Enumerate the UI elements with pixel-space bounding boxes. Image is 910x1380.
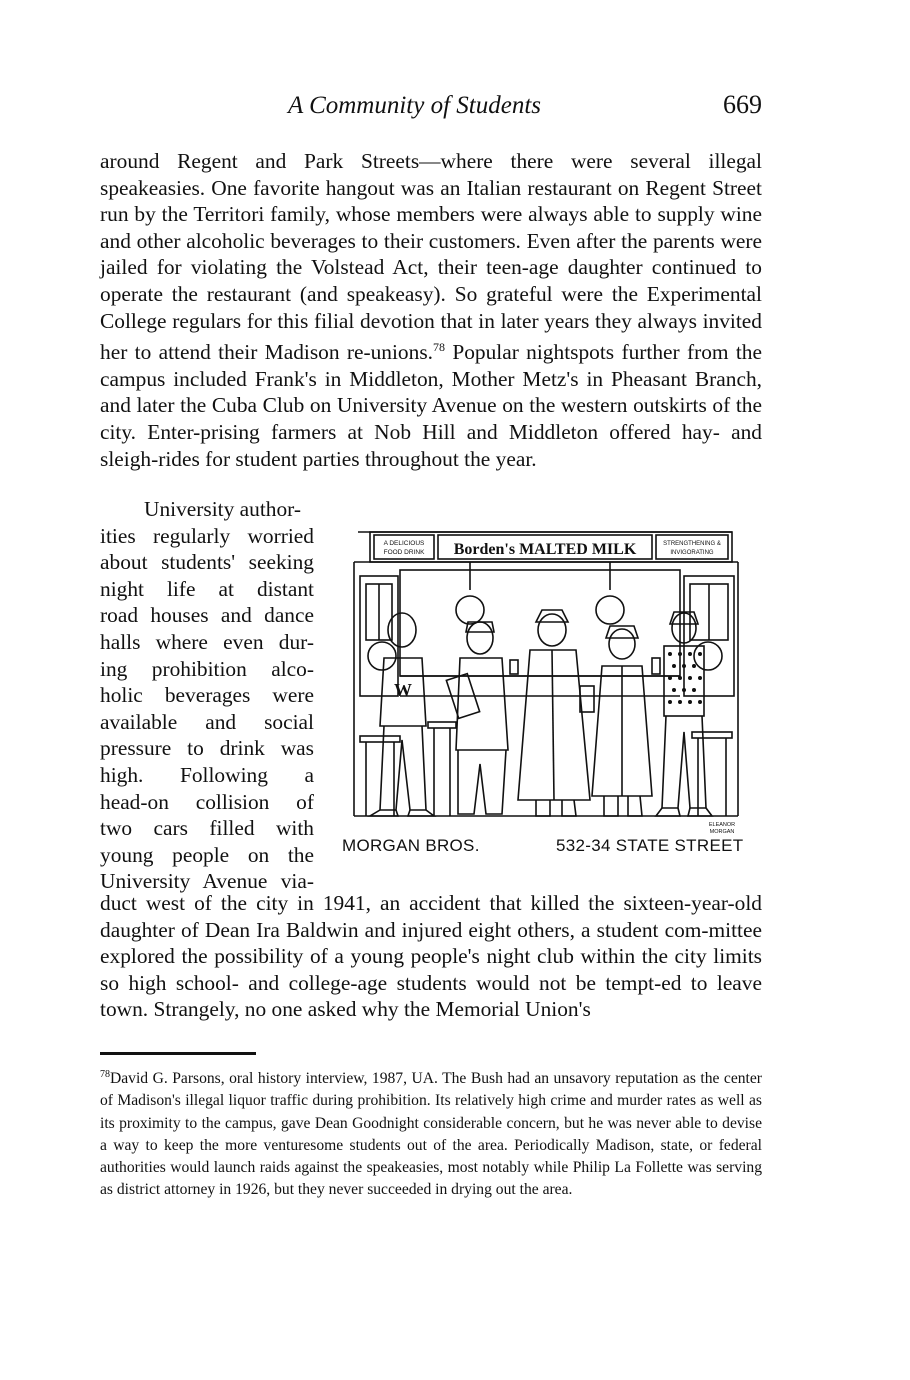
wrapped-line: ing prohibition alco- [100, 656, 314, 681]
wrapped-line: halls where even dur- [100, 629, 314, 654]
sweater-letter: W [394, 680, 412, 700]
stool [692, 732, 732, 738]
stool [428, 722, 456, 728]
wrapped-line: University Avenue via- [100, 869, 314, 894]
sign-right-line1: STRENGTHENING & [663, 541, 721, 547]
sign-left-line1: A DELICIOUS [383, 540, 425, 547]
sign-right-line2: INVIGORATING [670, 550, 714, 556]
page-number: 669 [723, 90, 762, 119]
running-head [100, 88, 762, 128]
paragraph-1-text-continued: Popular nightspots further from the campus included Frank's in Middleton, Mother Metz's in Pheasant Branch, and later the Cuba Club on University Avenue on the western outskirts of the city. Enter-prising farmers at Nob Hill and Middleton offered hay- and sleigh-rides for student parties throughout the year. [100, 340, 762, 471]
figure-caption-left: MORGAN BROS. [342, 836, 480, 855]
wrapped-line: young people on the [100, 842, 314, 867]
artist-signature-line2: MORGAN [709, 829, 735, 835]
sign-center-text: Borden's MALTED MILK [453, 541, 637, 558]
wrapped-line: pressure to drink was [100, 736, 314, 761]
figure-caption-right: 532-34 STATE STREET [556, 836, 744, 855]
wrapped-line: high. Following a [100, 762, 314, 787]
footnote-marker: 78 [100, 1069, 110, 1080]
wrapped-paragraph-2 [100, 496, 314, 895]
wrapped-line: about students' seeking [100, 550, 314, 575]
wrapped-line: night life at distant [100, 576, 314, 601]
body-paragraph-1 [100, 148, 762, 472]
wrapped-line: holic beverages were [100, 683, 314, 708]
running-title: A Community of Students [288, 92, 542, 119]
paragraph-1-text: around Regent and Park Streets—where there were several illegal speakeasies. One favorite hangout was an Italian restaurant on Regent Street run by the Territori family, whose members were always able to supply wine and other alcoholic beverages to their customers. Even after the parents were jailed for violating the Volstead Act, their teen-age daughter continued to operate the restaurant (and speakeasy). So grateful were the Experimental College regulars for this filial devotion that in later years they always invited her to attend their Madison re-unions. [100, 149, 762, 365]
footnote [100, 1064, 762, 1202]
footnote-reference: 78 [433, 340, 445, 355]
footnote-rule [100, 1052, 256, 1055]
hanging-lamp [456, 596, 484, 624]
hanging-lamp [368, 642, 396, 670]
wrapped-line: University author- [144, 497, 301, 521]
body-paragraph-2-continuation: duct west of the city in 1941, an accident that killed the sixteen-year-old daughter of Dean Ira Baldwin and injured eight others, a student com-mittee explored the possibility of a young people's night club within the city limits so high school- and college-age students would not be tempt-ed to leave town. Strangely, no one asked why the Memorial Union's [100, 891, 762, 1022]
wrapped-line: road houses and dance [100, 603, 314, 628]
sign-left-line2: FOOD DRINK [383, 549, 425, 556]
wrapped-line: head-on collision of [100, 789, 314, 814]
wrapped-line: two cars filled with [100, 816, 314, 841]
hanging-lamp [596, 596, 624, 624]
footnote-text: David G. Parsons, oral history interview, 1987, UA. The Bush had an unsavory reputation as the center of Madison's illegal liquor traffic during prohibition. Its relatively high crime and murder rates as well as its proximity to the campus, gave Dean Goodnight considerable concern, but he was never able to devise a way to keep the more venturesome students out of the area. Periodically Madison, state, or federal authorities would launch raids against the speakeasies, most notably while Philip La Follette was serving as district attorney in 1926, but they never succeeded in drying out the area. [100, 1070, 762, 1199]
wrapped-line: available and social [100, 709, 314, 734]
wrapped-line: ities regularly worried [100, 523, 314, 548]
malted-milk-counter-illustration [340, 526, 752, 856]
illustration-drawing [340, 526, 752, 836]
artist-signature-line1: ELEANOR [708, 822, 736, 828]
stool [360, 736, 400, 742]
